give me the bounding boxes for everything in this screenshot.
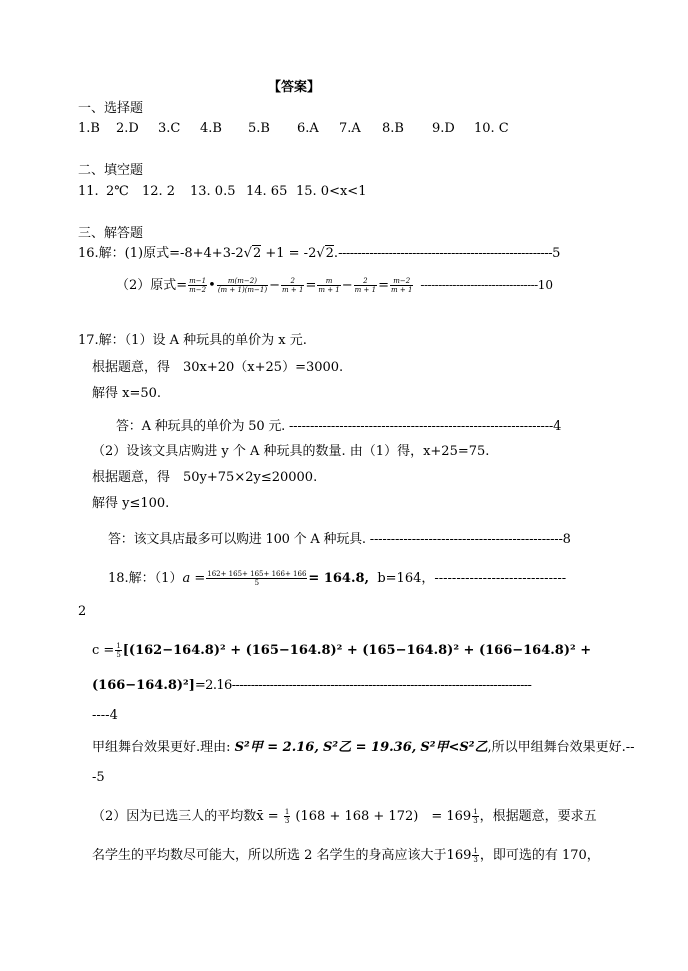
sqrt-symbol: √: [316, 246, 325, 261]
q18-l7-a: （2）因为已选三人的平均数: [92, 809, 257, 824]
q17-line-5: （2）设该文具店购进 y 个 A 种玩具的数量. 由（1）得，x+25=75.: [92, 444, 490, 459]
choice-answers: [78, 121, 509, 137]
q16-sqrt-a: 2: [252, 246, 262, 261]
q18-variance-line-2: [92, 678, 531, 694]
q16-part2: （2）原式= $\frac{m-1}{m-2}$ • $\frac{m(m-2)}{(m + 1)(m-1)}$ − $\frac{2}{m + 1}$ = $\frac{m}{m + 1}$ − $\frac{2}{m + 1}$ = $\frac{m-2}{m + 1}$ ---------------------------------10: [116, 277, 554, 294]
q18-l7-val: 169: [446, 809, 472, 824]
fraction: $\frac{1}{3}$: [284, 808, 290, 825]
q18-line-8: [92, 845, 600, 867]
fraction: $\frac{m(m-2)}{(m + 1)(m-1)}$: [217, 277, 268, 294]
q17-line-7: 解得 y≤100.: [92, 496, 170, 511]
q18-l8-b: ，即可选的有 170，: [479, 848, 600, 863]
q18-l8-val: 169: [446, 848, 472, 863]
q17-line-6: 根据题意，得 50y+75×2y≤20000.: [92, 470, 318, 485]
q18-line-7: [92, 806, 597, 828]
q18-a-val: = 164.8,: [308, 571, 370, 586]
fraction: $\frac{m}{m + 1}$: [318, 277, 340, 294]
q17-line-4: 答：A 种玩具的单价为 50 元. ---------------------------------------------------------------4: [116, 419, 562, 434]
q16-dashes: -------------------------------------------------------: [338, 246, 553, 261]
fraction: $\frac{1}{3}$: [473, 808, 478, 825]
q18-label: 18.解：（1）: [108, 571, 183, 586]
section-heading-solve: 三、解答题: [78, 226, 144, 241]
q18-line-5: [92, 738, 635, 758]
q18-line-6: -5: [92, 770, 105, 785]
fill-answers: [78, 184, 366, 200]
q18-s-yi: S²乙 = 19.36,: [323, 740, 417, 755]
q16-tail: +1 = -2: [261, 246, 317, 261]
q18-l5-end: ,所以甲组舞台效果更好.--: [487, 740, 635, 755]
q17-line-8: 答：该文具店最多可以购进 100 个 A 种玩具. ----------------------------------------------8: [108, 532, 571, 547]
section-heading-fill: 二、填空题: [78, 163, 144, 178]
q18-line-1: [108, 568, 566, 590]
q18-c-label: c =: [92, 643, 115, 658]
q18-a-eq: a =: [182, 571, 206, 586]
q16-score: 5: [552, 246, 561, 261]
fill-answer-13: 13. 0.5: [190, 184, 236, 199]
q16-end: .: [333, 246, 339, 261]
answer-7: 7.A: [339, 121, 361, 136]
fraction: $\frac{2}{m + 1}$: [354, 277, 377, 294]
q18-line-2: 2: [78, 604, 87, 619]
q18-c-val: =2.16-------------------------------------------------------------------------------: [194, 678, 532, 693]
q16-sqrt-b: 2: [325, 246, 334, 261]
fill-answer-11: 2℃: [106, 184, 129, 199]
answer-3: 3.C: [158, 121, 181, 136]
q16-label: 16.解：(1)原式=-8+4+3-2: [78, 246, 244, 261]
fraction: $\frac{m-1}{m-2}$: [189, 277, 207, 294]
fill-answer-15: 15. 0<x<1: [296, 184, 367, 199]
q18-b-text: b=164，------------------------------: [377, 571, 567, 586]
q18-l7-d: ，根据题意，要求五: [479, 809, 597, 824]
q18-l5-text: 甲组舞台效果更好.理由:: [92, 740, 231, 755]
page-title: 【答案】: [268, 80, 321, 95]
q17-line-3: 解得 x=50.: [92, 386, 162, 401]
answer-6: 6.A: [297, 121, 319, 136]
q18-variance-line: [92, 640, 591, 662]
fill-answer-14: 14. 65: [246, 184, 288, 199]
q16-p2-label: （2）原式=: [116, 278, 188, 293]
answer-1: 1.B: [78, 121, 100, 136]
mean-fraction: $\frac{162+ 165+ 165+ 166+ 166}{5}$: [207, 570, 307, 587]
q16-dashes2: ---------------------------------: [420, 278, 538, 292]
q18-s-cmp: S²甲<S²乙: [420, 740, 488, 755]
fraction: $\frac{m-2}{m + 1}$: [391, 277, 413, 294]
fraction: $\frac{2}{m + 1}$: [282, 277, 304, 294]
answer-2: 2.D: [116, 121, 139, 136]
q18-xbar: x̄: [256, 809, 264, 824]
answer-9: 9.D: [432, 121, 455, 136]
q17-line-1: 17.解：（1）设 A 种玩具的单价为 x 元.: [78, 333, 307, 348]
section-heading-choice: 一、选择题: [78, 101, 144, 116]
q18-l8-a: 名学生的平均数尽可能大，所以所选 2 名学生的身高应该大于: [92, 848, 447, 863]
sqrt-symbol: √: [243, 246, 252, 261]
q18-line-4: ----4: [92, 708, 118, 723]
fill-answer-12: 12. 2: [142, 184, 176, 199]
fraction: $\frac{1}{5}$: [116, 642, 121, 659]
q18-l7-b: =: [267, 809, 279, 824]
fill-label-11: 11.: [78, 184, 99, 199]
q16-part1: [78, 246, 560, 262]
q18-c-expr2: (166−164.8)²]: [92, 678, 195, 693]
q16-score2: 10: [537, 278, 554, 292]
q18-l7-c: (168 + 168 + 172) =: [295, 809, 443, 824]
q17-line-2: 根据题意，得 30x+20（x+25）=3000.: [92, 360, 344, 375]
fraction: $\frac{1}{3}$: [473, 847, 478, 864]
q18-s-jia: S²甲 = 2.16,: [234, 740, 319, 755]
answer-8: 8.B: [382, 121, 404, 136]
answer-4: 4.B: [200, 121, 222, 136]
answer-10: 10. C: [474, 121, 509, 136]
answer-5: 5.B: [248, 121, 270, 136]
q18-c-expr: [(162−164.8)² + (165−164.8)² + (165−164.8)² + (166−164.8)² +: [122, 643, 592, 658]
